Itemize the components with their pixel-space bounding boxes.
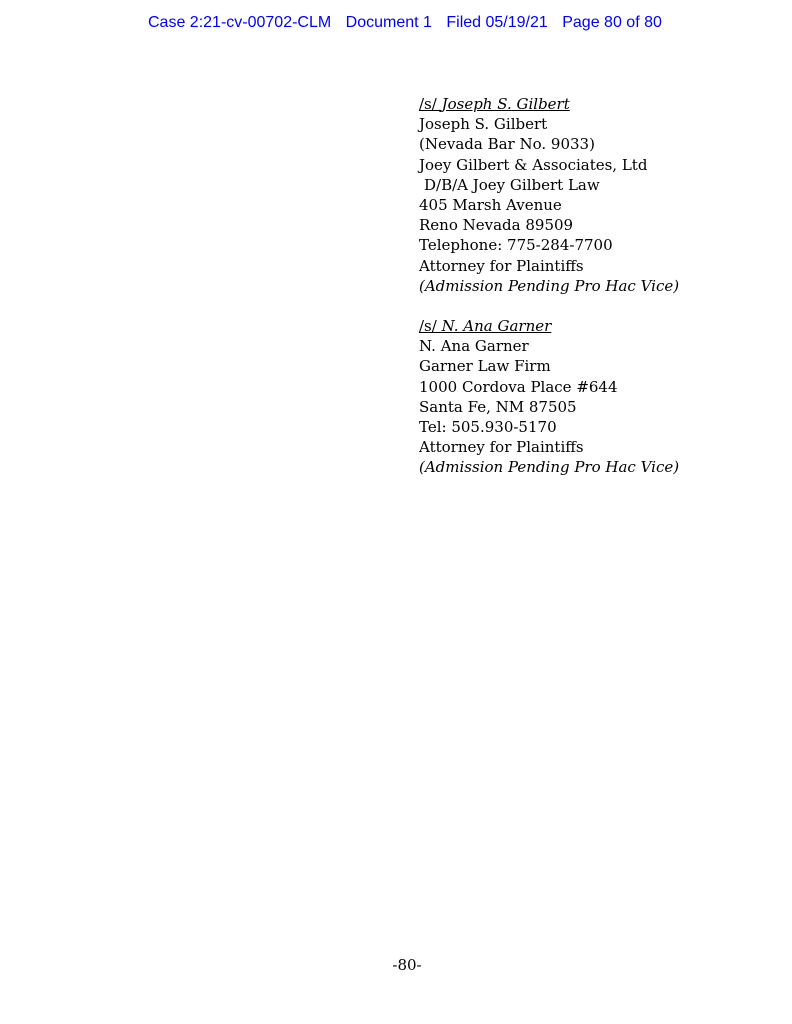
street-address: 405 Marsh Avenue bbox=[419, 196, 562, 215]
signature-prefix: /s/ bbox=[419, 317, 442, 335]
firm-name: Joey Gilbert & Associates, Ltd bbox=[419, 155, 648, 174]
admission-status: (Admission Pending Pro Hac Vice) bbox=[419, 458, 680, 477]
filed-date: Filed 05/19/21 bbox=[446, 14, 548, 31]
admission-status: (Admission Pending Pro Hac Vice) bbox=[419, 276, 680, 295]
page-of-total: Page 80 of 80 bbox=[562, 14, 662, 31]
signature-line bbox=[419, 316, 679, 336]
city-state-zip: Reno Nevada 89509 bbox=[419, 216, 574, 235]
firm-name: Garner Law Firm bbox=[419, 357, 551, 376]
attorney-name: Joseph S. Gilbert bbox=[419, 115, 548, 134]
city-state-zip: Santa Fe, NM 87505 bbox=[419, 397, 577, 416]
page-number: -80- bbox=[392, 956, 422, 974]
case-number: Case 2:21-cv-00702-CLM bbox=[148, 14, 332, 31]
attorney-name: N. Ana Garner bbox=[419, 337, 529, 356]
signature-line bbox=[419, 94, 679, 114]
signature-prefix: /s/ bbox=[419, 95, 442, 113]
bar-number: (Nevada Bar No. 9033) bbox=[419, 135, 595, 154]
telephone: Tel: 505.930-5170 bbox=[419, 418, 557, 437]
signature-name: N. Ana Garner bbox=[441, 317, 552, 335]
signature-block-gilbert bbox=[419, 94, 679, 296]
telephone: Telephone: 775-284-7700 bbox=[419, 236, 613, 255]
ecf-header bbox=[148, 13, 672, 33]
firm-dba: D/B/A Joey Gilbert Law bbox=[424, 175, 600, 194]
signature-block-garner bbox=[419, 316, 679, 478]
street-address: 1000 Cordova Place #644 bbox=[419, 377, 618, 396]
document-number: Document 1 bbox=[345, 14, 432, 31]
attorney-role: Attorney for Plaintiffs bbox=[419, 438, 584, 457]
attorney-role: Attorney for Plaintiffs bbox=[419, 256, 584, 275]
signature-name: Joseph S. Gilbert bbox=[441, 95, 570, 113]
